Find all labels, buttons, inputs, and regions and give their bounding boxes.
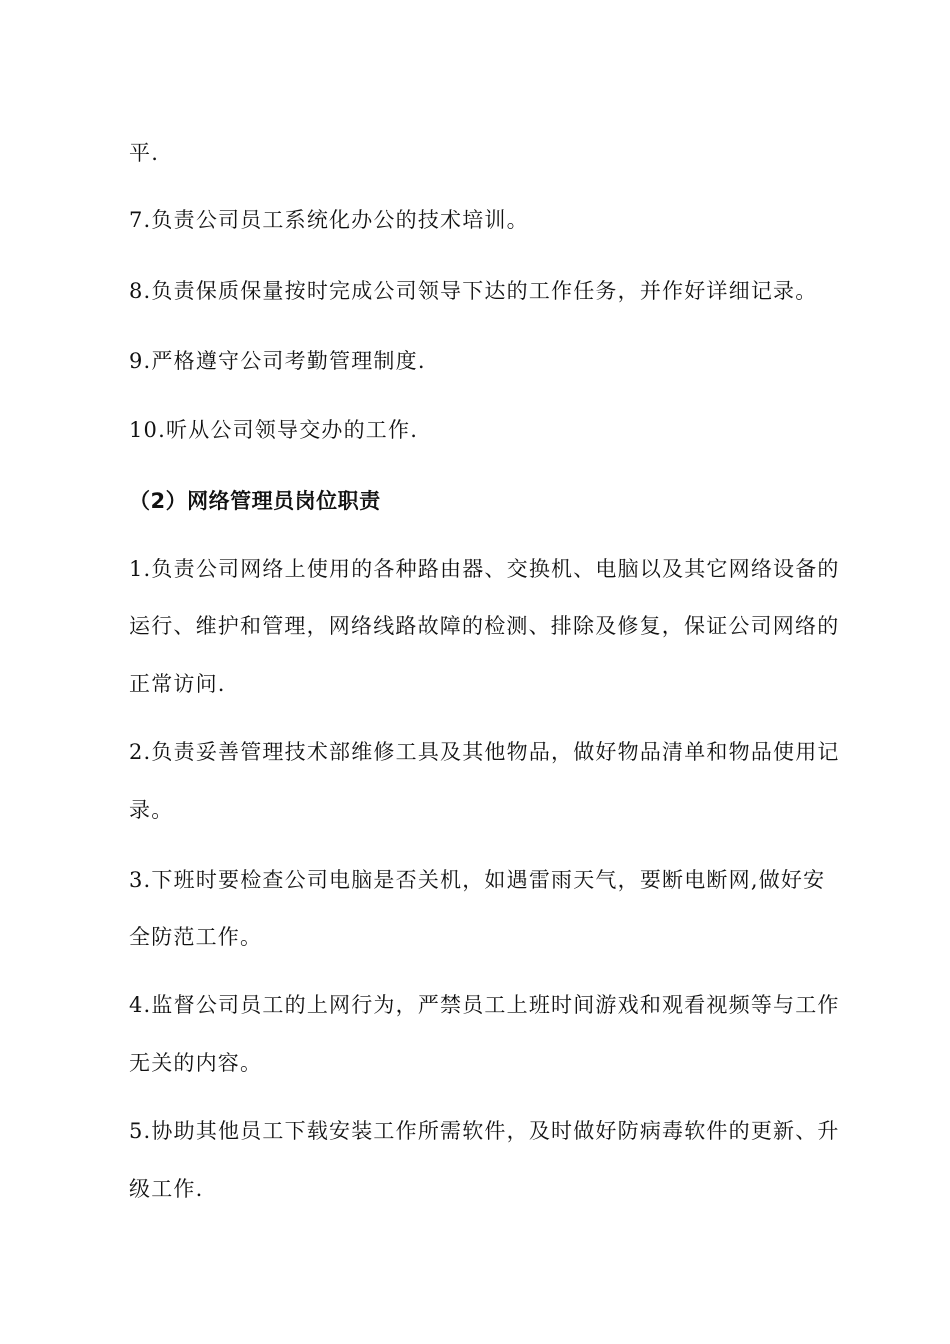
text-line: 平. [129,141,160,165]
section-heading: （2）网络管理员岗位职责 [129,489,381,513]
text-line: 录。 [129,798,174,822]
text-line: 全防范工作。 [129,925,263,949]
text-line: 5.协助其他员工下载安装工作所需软件，及时做好防病毒软件的更新、升 [129,1119,840,1143]
text-line: 8.负责保质保量按时完成公司领导下达的工作任务，并作好详细记录。 [129,279,818,303]
text-line: 3.下班时要检查公司电脑是否关机，如遇雷雨天气，要断电断网,做好安 [129,868,826,892]
text-line: 4.监督公司员工的上网行为，严禁员工上班时间游戏和观看视频等与工作 [129,993,840,1017]
text-line: 7.负责公司员工系统化办公的技术培训。 [129,208,529,232]
text-line: 10.听从公司领导交办的工作. [129,418,419,442]
text-line: 1.负责公司网络上使用的各种路由器、交换机、电脑以及其它网络设备的 [129,557,840,581]
text-line: 9.严格遵守公司考勤管理制度. [129,349,426,373]
text-line: 正常访问. [129,672,226,696]
text-line: 无关的内容。 [129,1051,263,1075]
text-line: 级工作. [129,1177,204,1201]
text-line: 运行、维护和管理，网络线路故障的检测、排除及修复，保证公司网络的 [129,614,840,638]
text-line: 2.负责妥善管理技术部维修工具及其他物品，做好物品清单和物品使用记 [129,740,840,764]
